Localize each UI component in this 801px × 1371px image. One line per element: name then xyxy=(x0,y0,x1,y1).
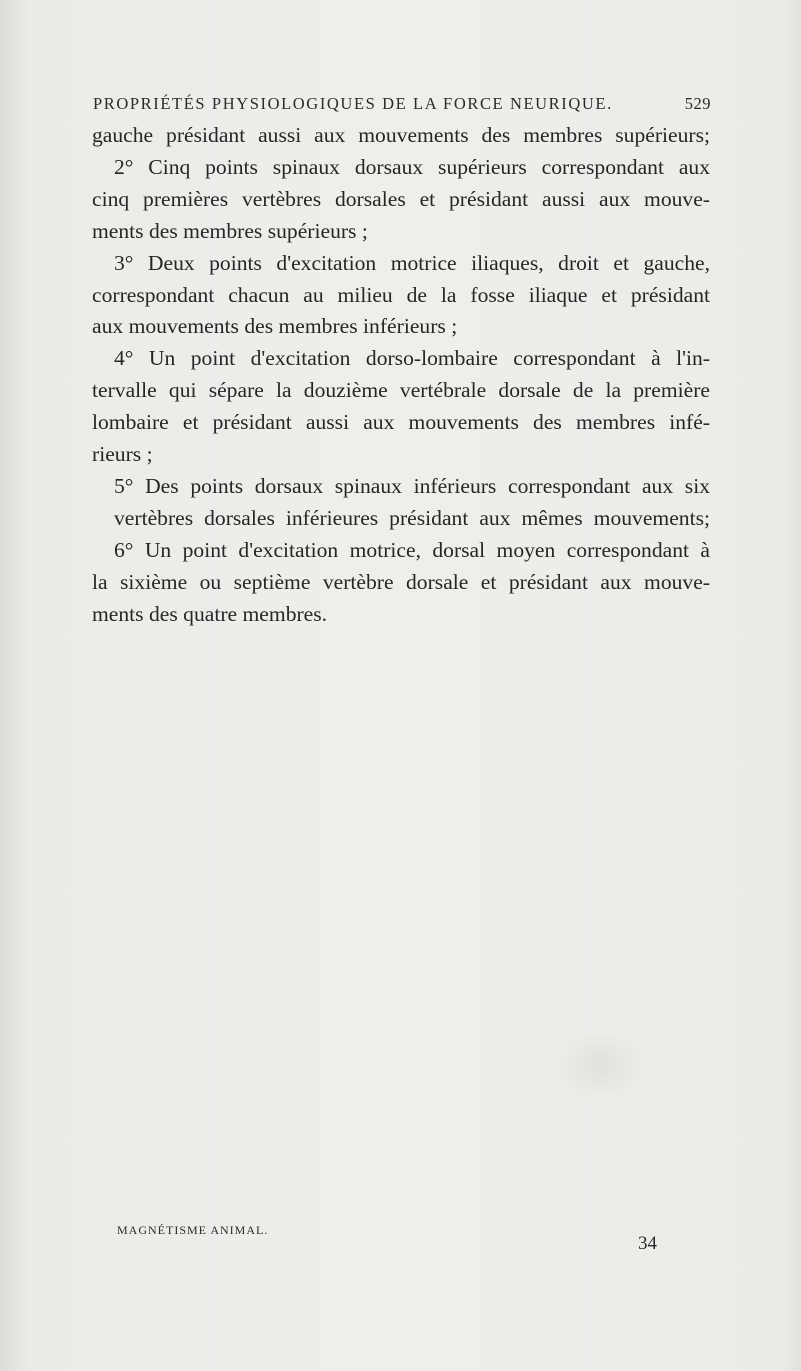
text-line: ments des membres supérieurs ; xyxy=(92,218,368,243)
body-text xyxy=(92,120,710,631)
text-line: 5° Des points dorsaux spinaux inférieurs correspondant aux six xyxy=(114,473,710,498)
text-line: rieurs ; xyxy=(92,442,153,467)
text-line: lombaire et présidant aussi aux mouvements des membres infé- xyxy=(92,410,710,435)
running-header xyxy=(93,94,711,118)
text-line: 6° Un point d'excitation motrice, dorsal moyen correspondant à xyxy=(114,537,710,562)
text-line: 4° Un point d'excitation dorso-lombaire correspondant à l'in- xyxy=(114,346,710,371)
text-line: correspondant chacun au milieu de la fosse iliaque et présidant xyxy=(92,282,710,307)
text-line: 3° Deux points d'excitation motrice iliaques, droit et gauche, xyxy=(114,250,710,275)
page-number: 529 xyxy=(684,94,711,113)
text-line: la sixième ou septième vertèbre dorsale et présidant aux mouve- xyxy=(92,569,710,594)
footer-sheet-number: 34 xyxy=(638,1233,657,1254)
text-line: aux mouvements des membres inférieurs ; xyxy=(92,314,458,339)
text-line: 2° Cinq points spinaux dorsaux supérieurs correspondant aux xyxy=(114,154,710,179)
text-line: ments des quatre membres. xyxy=(92,601,328,626)
text-line: cinq premières vertèbres dorsales et présidant aussi aux mouve- xyxy=(92,186,710,211)
running-title: PROPRIÉTÉS PHYSIOLOGIQUES DE LA FORCE NEURIQUE. xyxy=(93,94,613,113)
footer-signature: MAGNÉTISME ANIMAL. xyxy=(117,1223,269,1237)
text-line: gauche présidant aussi aux mouvements des membres supérieurs; xyxy=(92,123,710,147)
text-line: tervalle qui sépare la douzième vertébrale dorsale de la première xyxy=(92,378,710,403)
text-line: vertèbres dorsales inférieures présidant aux mêmes mouvements; xyxy=(114,505,710,530)
paper-smudge xyxy=(555,1030,645,1100)
